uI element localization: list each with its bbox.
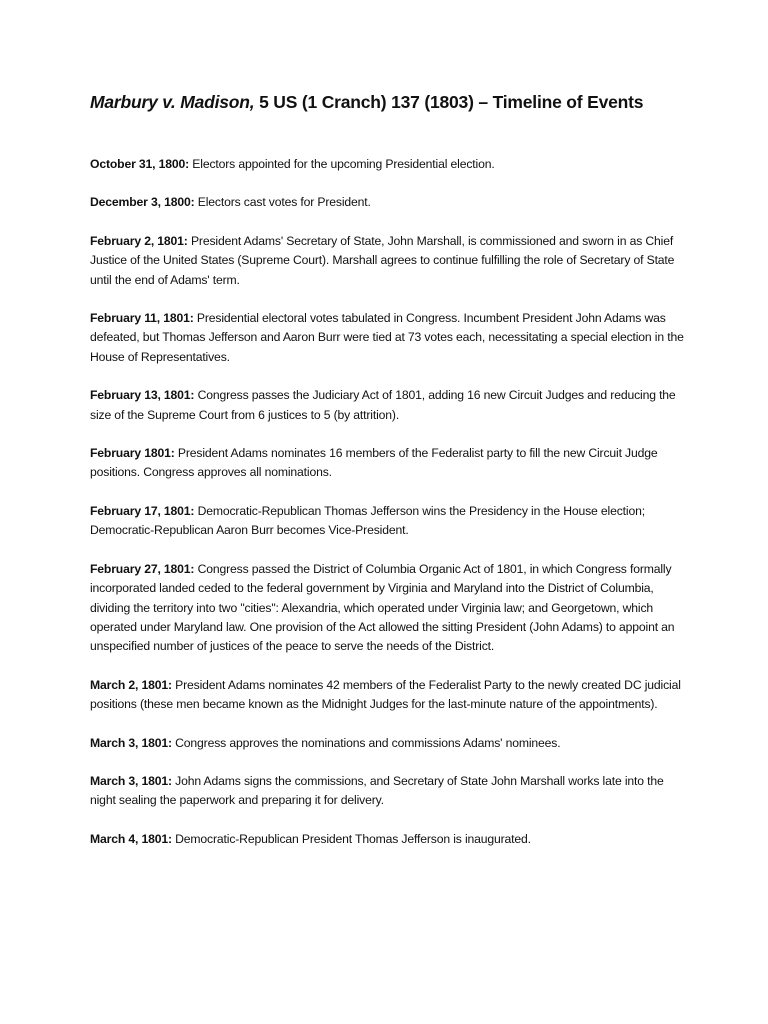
timeline-entry <box>90 560 690 657</box>
timeline-entry <box>90 502 690 541</box>
entry-date: December 3, 1800: <box>90 195 195 210</box>
entry-date: February 11, 1801: <box>90 311 194 326</box>
entry-date: October 31, 1800: <box>90 157 190 171</box>
entry-date: February 17, 1801: <box>90 503 195 518</box>
entry-text: Congress passed the District of Columbia Organic Act of 1801, in which Congress formally incorporated landed ceded to the federal government by Virginia and Maryland into the District of Columbia, dividing the territory into two "cities": Alexandria, which operated under Virginia law; and Georgetown, which operated under Maryland law. One provision of the Act allowed the sitting President (John Adams) to appoint an unspecified number of justices of the peace to serve the needs of the District. <box>90 561 675 654</box>
entry-date: March 2, 1801: <box>90 677 172 692</box>
timeline-entry <box>90 232 690 290</box>
entry-text: Presidential electoral votes tabulated in Congress. Incumbent President John Adams was defeated, but Thomas Jefferson and Aaron Burr were tied at 73 votes each, necessitating a special election in the House of Representatives. <box>90 311 684 364</box>
timeline-entry <box>90 444 690 483</box>
entry-text: Electors cast votes for President. <box>194 195 371 210</box>
entry-text: Electors appointed for the upcoming Presidential election. <box>189 157 495 171</box>
entry-text: Democratic-Republican President Thomas Jefferson is inaugurated. <box>171 831 531 846</box>
entry-text: President Adams nominates 16 members of the Federalist party to fill the new Circuit Judge positions. Congress approves all nominations. <box>90 446 658 480</box>
timeline-entry <box>90 734 690 753</box>
timeline-entry <box>90 772 690 811</box>
entry-date: February 13, 1801: <box>90 388 195 403</box>
timeline-entries <box>90 155 690 868</box>
entry-date: February 2, 1801: <box>90 233 188 248</box>
case-name: Marbury v. Madison, <box>90 92 255 112</box>
timeline-entry <box>90 676 690 715</box>
timeline-entry <box>90 155 690 174</box>
entry-date: March 3, 1801: <box>90 735 172 750</box>
entry-text: Democratic-Republican Thomas Jefferson wins the Presidency in the House election; Democratic-Republican Aaron Burr becomes Vice-President. <box>90 503 645 538</box>
entry-text: John Adams signs the commissions, and Secretary of State John Marshall works late into the night sealing the paperwork and preparing it for delivery. <box>90 773 664 808</box>
timeline-entry <box>90 193 690 212</box>
timeline-entry <box>90 309 690 367</box>
entry-date: March 3, 1801: <box>90 773 172 788</box>
entry-date: March 4, 1801: <box>90 831 172 846</box>
entry-text: Congress approves the nominations and commissions Adams' nominees. <box>171 735 561 750</box>
entry-date: February 27, 1801: <box>90 561 195 576</box>
entry-text: President Adams' Secretary of State, John Marshall, is commissioned and sworn in as Chief Justice of the United States (Supreme Court). Marshall agrees to continue fulfilling the role of Secretary of State until the end of Adams' term. <box>90 233 675 287</box>
entry-date: February 1801: <box>90 446 175 461</box>
entry-text: Congress passes the Judiciary Act of 1801, adding 16 new Circuit Judges and reducing the size of the Supreme Court from 6 justices to 5 (by attrition). <box>90 388 676 422</box>
entry-text: President Adams nominates 42 members of the Federalist Party to the newly created DC judicial positions (these men became known as the Midnight Judges for the last-minute nature of the appointments). <box>90 677 681 712</box>
timeline-entry <box>90 386 690 425</box>
document-title <box>90 90 710 114</box>
timeline-entry <box>90 830 690 849</box>
title-rest: 5 US (1 Cranch) 137 (1803) – Timeline of Events <box>254 92 644 112</box>
